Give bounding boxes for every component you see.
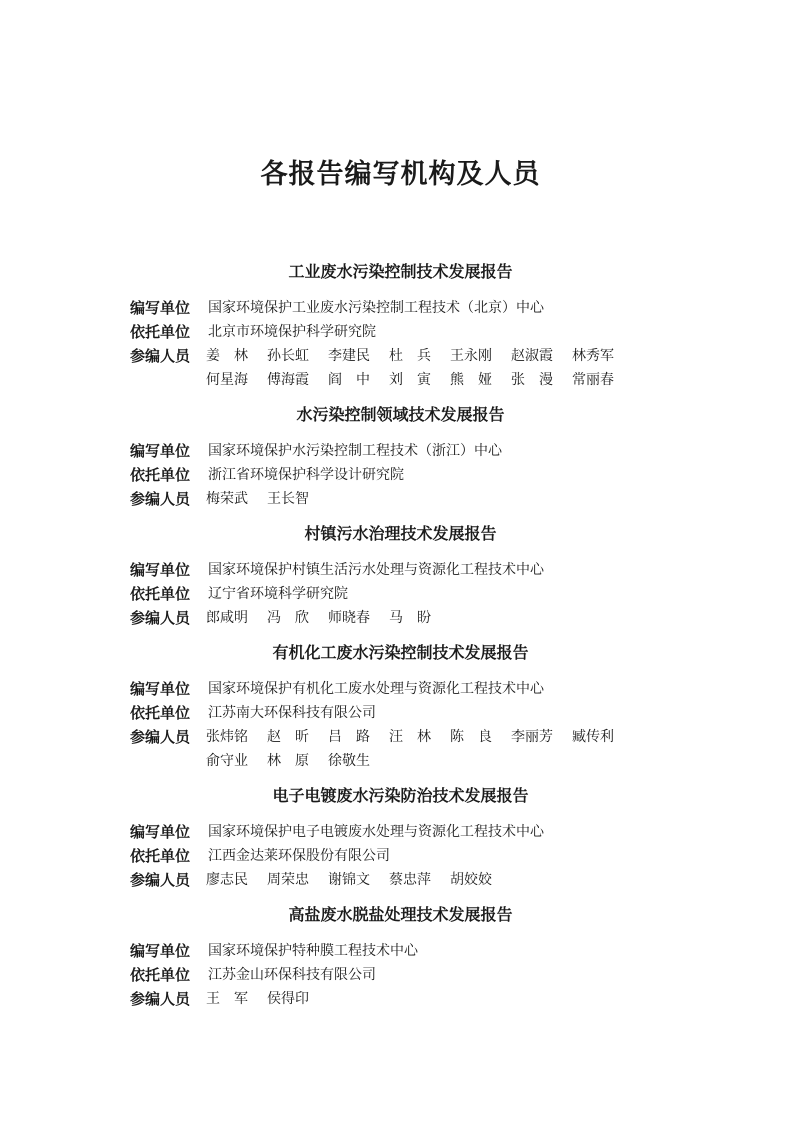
entrust-value: 江苏南大环保科技有限公司 — [208, 705, 376, 721]
member-name: 赵淑霞 — [511, 348, 553, 364]
members-label: 参编人员 — [130, 347, 191, 365]
org-value: 国家环境保护水污染控制工程技术（浙江）中心 — [208, 443, 502, 459]
member-name: 王长智 — [267, 491, 309, 507]
entrust-label: 依托单位 — [130, 323, 191, 341]
members-label: 参编人员 — [130, 609, 191, 627]
member-name: 常丽春 — [572, 372, 614, 388]
member-name: 吕 路 — [328, 729, 370, 745]
member-name: 张 漫 — [511, 372, 553, 388]
member-name: 王永刚 — [450, 348, 492, 364]
org-label: 编写单位 — [130, 299, 191, 317]
members-label: 参编人员 — [130, 728, 191, 746]
member-name: 赵 昕 — [267, 729, 309, 745]
member-name: 郎咸明 — [206, 610, 248, 626]
entrust-value: 北京市环境保护科学研究院 — [208, 324, 376, 340]
entrust-value: 江苏金山环保科技有限公司 — [208, 967, 376, 983]
entrust-row — [0, 963, 801, 987]
member-name: 杜 兵 — [389, 348, 431, 364]
member-name: 李丽芳 — [511, 729, 553, 745]
member-name: 梅荣武 — [206, 491, 248, 507]
entrust-label: 依托单位 — [130, 847, 191, 865]
page-title: 各报告编写机构及人员 — [260, 159, 541, 190]
member-name: 冯 欣 — [267, 610, 309, 626]
entrust-row — [0, 844, 801, 868]
member-name: 俞守业 — [206, 753, 248, 769]
member-name: 谢锦文 — [328, 872, 370, 888]
member-name: 阎 中 — [328, 372, 370, 388]
org-value: 国家环境保护有机化工废水处理与资源化工程技术中心 — [208, 681, 544, 697]
members-row — [0, 987, 801, 1011]
members-row — [0, 725, 801, 773]
entrust-value: 辽宁省环境科学研究院 — [208, 586, 348, 602]
org-value: 国家环境保护电子电镀废水处理与资源化工程技术中心 — [208, 824, 544, 840]
report-section — [0, 784, 801, 892]
member-name: 李建民 — [328, 348, 370, 364]
member-list — [206, 487, 646, 511]
entrust-row — [0, 320, 801, 344]
member-list — [206, 725, 646, 773]
entrust-label: 依托单位 — [130, 966, 191, 984]
member-list — [206, 606, 646, 630]
report-section — [0, 903, 801, 1011]
entrust-label: 依托单位 — [130, 466, 191, 484]
member-name: 臧传利 — [572, 729, 614, 745]
org-value: 国家环境保护工业废水污染控制工程技术（北京）中心 — [208, 300, 544, 316]
member-name: 林秀军 — [572, 348, 614, 364]
member-name: 林 原 — [267, 753, 309, 769]
member-name: 傅海霞 — [267, 372, 309, 388]
members-row — [0, 487, 801, 511]
entrust-row — [0, 701, 801, 725]
member-name: 马 盼 — [389, 610, 431, 626]
org-row — [0, 677, 801, 701]
member-name: 徐敬生 — [328, 753, 370, 769]
entrust-value: 浙江省环境保护科学设计研究院 — [208, 467, 404, 483]
members-label: 参编人员 — [130, 990, 191, 1008]
section-title: 工业废水污染控制技术发展报告 — [288, 262, 513, 281]
member-name: 熊 娅 — [450, 372, 492, 388]
report-section — [0, 522, 801, 630]
member-name: 周荣忠 — [267, 872, 309, 888]
report-section — [0, 641, 801, 773]
members-row — [0, 344, 801, 392]
org-label: 编写单位 — [130, 561, 191, 579]
members-row — [0, 868, 801, 892]
org-label: 编写单位 — [130, 680, 191, 698]
section-title: 水污染控制领域技术发展报告 — [296, 405, 505, 424]
member-name: 孙长虹 — [267, 348, 309, 364]
report-section — [0, 260, 801, 392]
org-label: 编写单位 — [130, 942, 191, 960]
member-name: 刘 寅 — [389, 372, 431, 388]
section-title: 有机化工废水污染控制技术发展报告 — [272, 643, 529, 662]
member-name: 胡姣姣 — [450, 872, 492, 888]
member-name: 廖志民 — [206, 872, 248, 888]
org-label: 编写单位 — [130, 442, 191, 460]
members-row — [0, 606, 801, 630]
members-label: 参编人员 — [130, 871, 191, 889]
org-label: 编写单位 — [130, 823, 191, 841]
entrust-row — [0, 463, 801, 487]
org-value: 国家环境保护村镇生活污水处理与资源化工程技术中心 — [208, 562, 544, 578]
member-name: 侯得印 — [267, 991, 309, 1007]
member-name: 蔡忠萍 — [389, 872, 431, 888]
member-name: 张炜铭 — [206, 729, 248, 745]
entrust-label: 依托单位 — [130, 585, 191, 603]
org-row — [0, 820, 801, 844]
section-title: 电子电镀废水污染防治技术发展报告 — [272, 786, 529, 805]
org-row — [0, 439, 801, 463]
member-name: 陈 良 — [450, 729, 492, 745]
entrust-value: 江西金达莱环保股份有限公司 — [208, 848, 390, 864]
member-name: 师晓春 — [328, 610, 370, 626]
org-row — [0, 939, 801, 963]
member-name: 何星海 — [206, 372, 248, 388]
report-section — [0, 403, 801, 511]
org-row — [0, 558, 801, 582]
member-name: 汪 林 — [389, 729, 431, 745]
member-name: 王 军 — [206, 991, 248, 1007]
entrust-label: 依托单位 — [130, 704, 191, 722]
members-label: 参编人员 — [130, 490, 191, 508]
member-list — [206, 344, 646, 392]
member-list — [206, 987, 646, 1011]
org-value: 国家环境保护特种膜工程技术中心 — [208, 943, 418, 959]
section-title: 村镇污水治理技术发展报告 — [304, 524, 497, 543]
section-title: 高盐废水脱盐处理技术发展报告 — [288, 905, 513, 924]
member-list — [206, 868, 646, 892]
org-row — [0, 296, 801, 320]
entrust-row — [0, 582, 801, 606]
member-name: 姜 林 — [206, 348, 248, 364]
